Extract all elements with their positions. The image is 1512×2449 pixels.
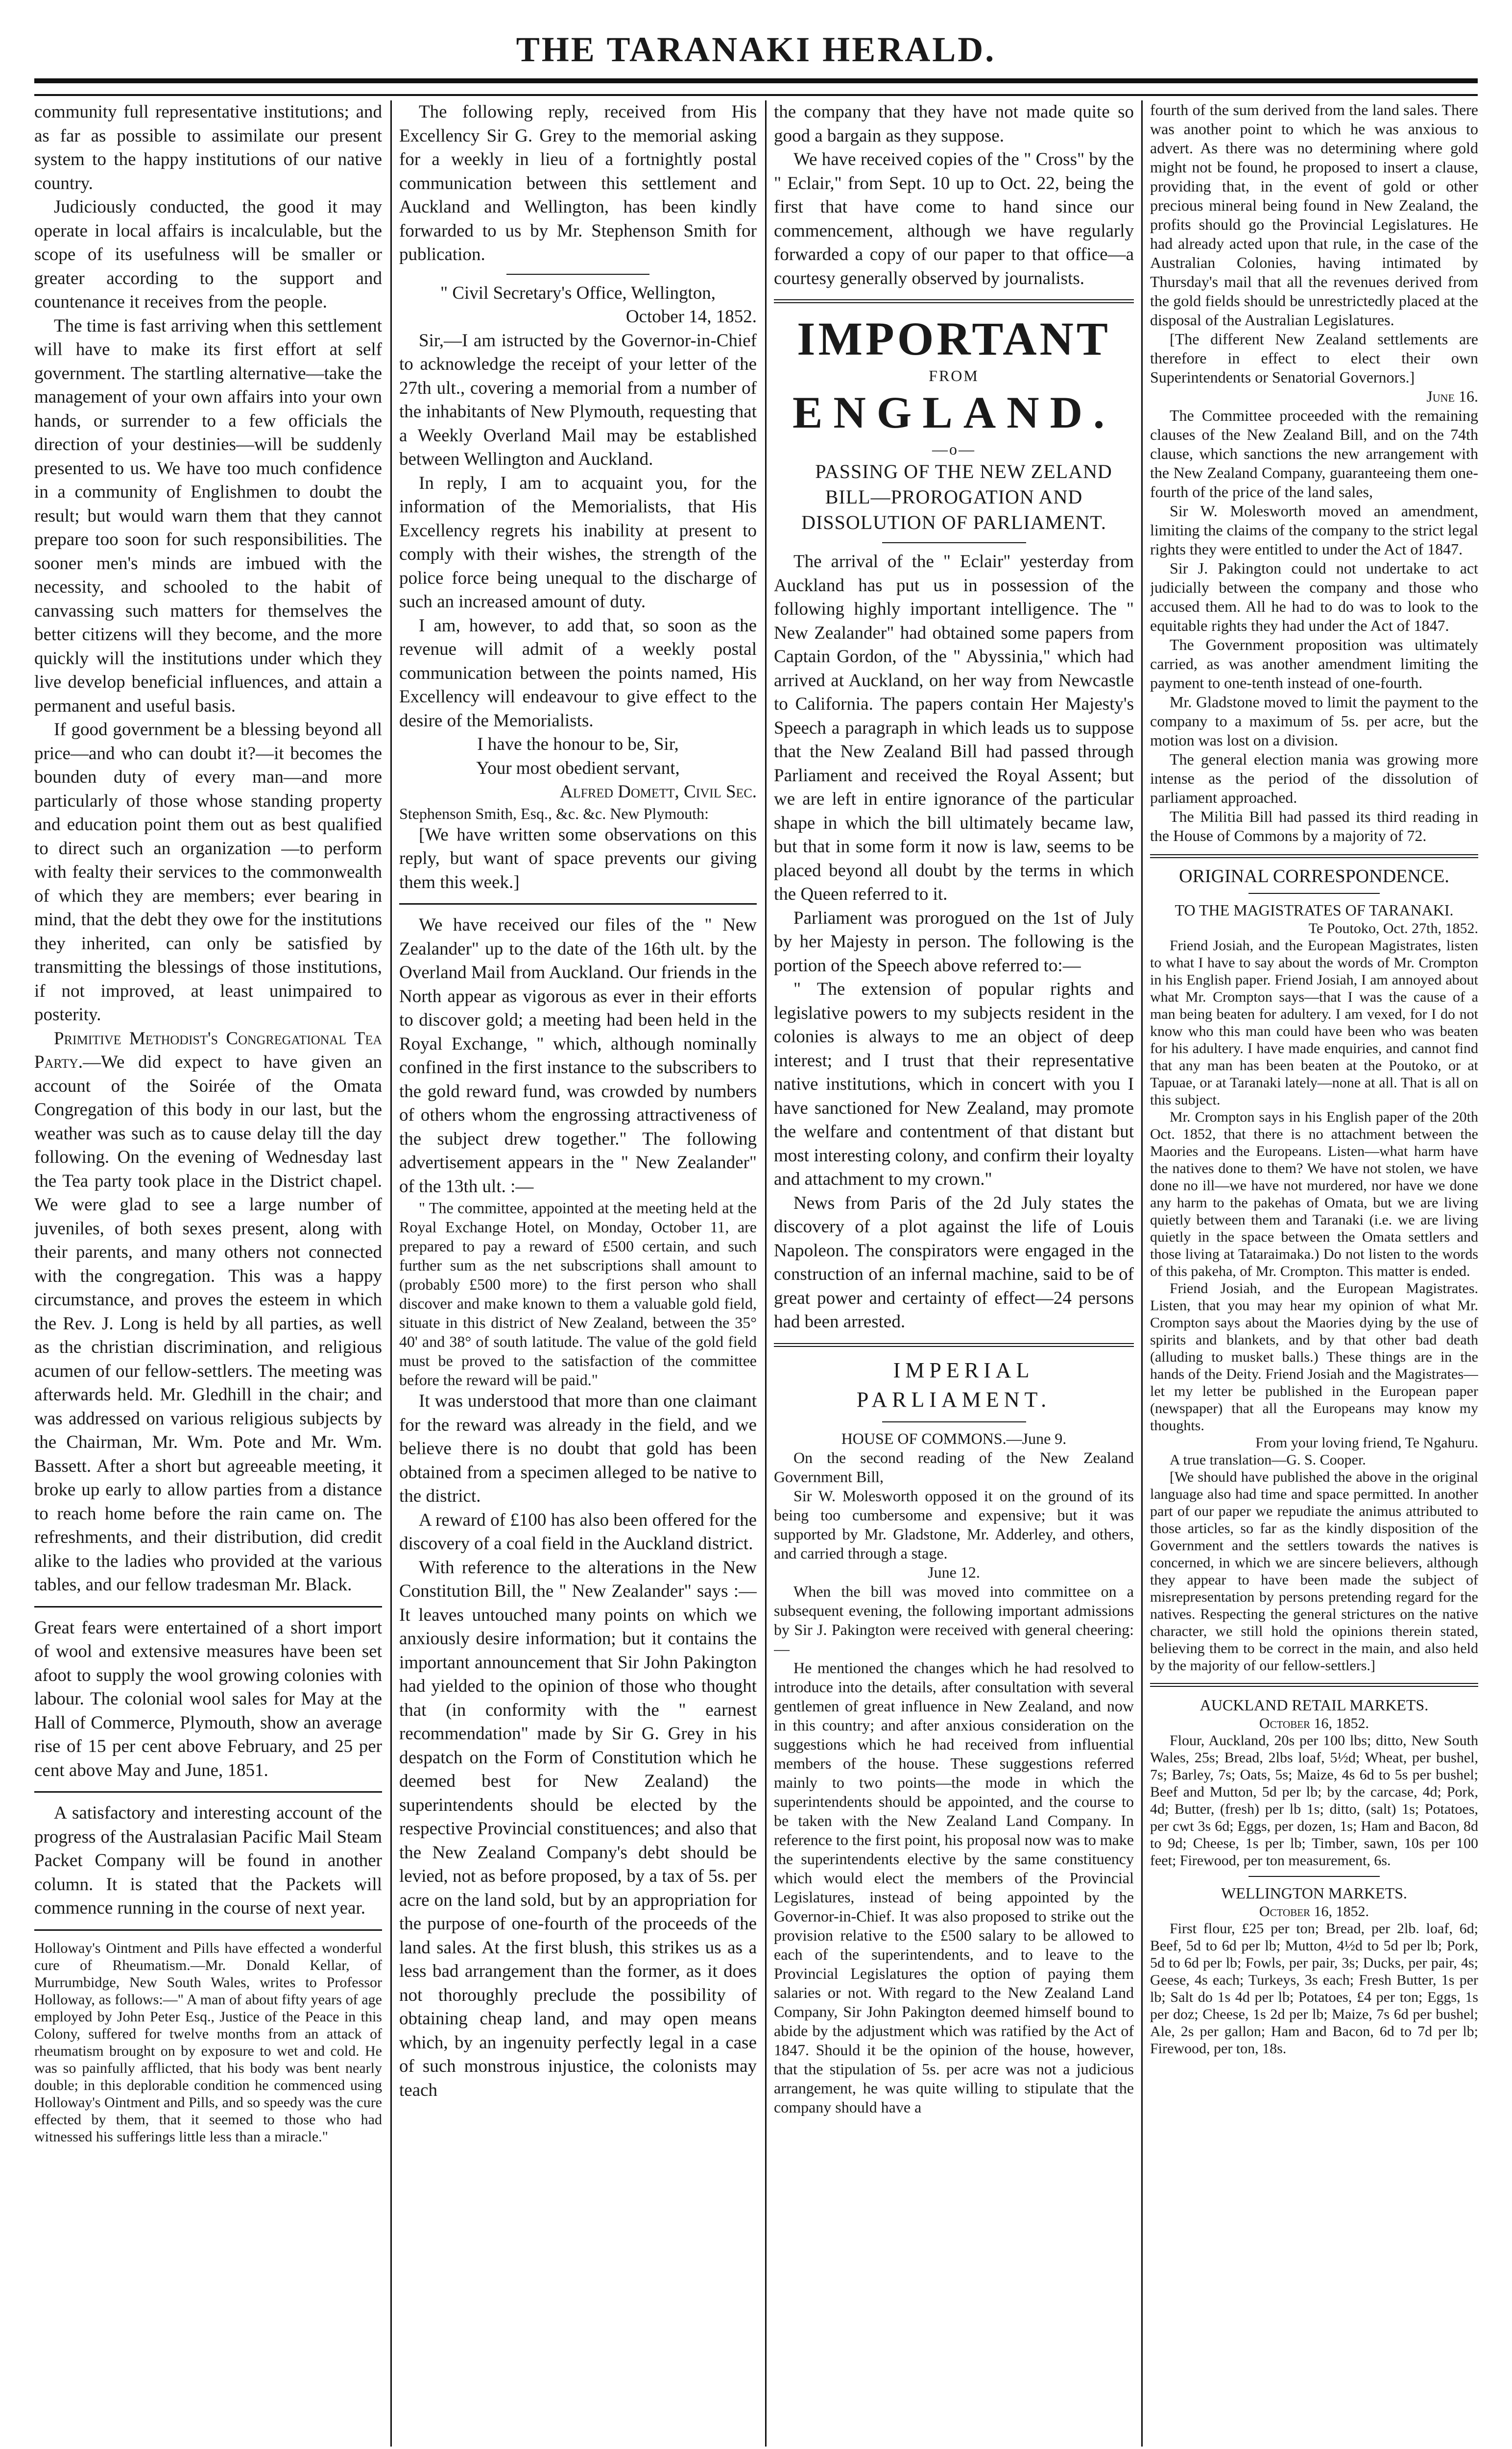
- paragraph: We have received our files of the " New Zealander" up to the date of the 16th ult. by the Overland Mail from Auckland. Our friends in the North appear as vigorous as ever in their efforts to discover gold; a meeting had been held in the Royal Exchange, " which, although nominally confined in the first instance to the subscribers to the gold reward fund, was crowded by numbers of others whom the engrossing attractiveness of the subject drew together." The following advertisement appears in the " New Zealander" of the 13th ult. :—: [399, 915, 757, 1197]
- paragraph: In reply, I am to acquaint you, for the information of the Memorialists, that His Excellency regrets his inability at present to comply with their wishes, the strength of the police force being unequal to the discharge of such an increased amount of duty.: [399, 473, 757, 612]
- paragraph: Parliament was prorogued on the 1st of July by her Majesty in person. The following is the portion of the Speech above referred to:—: [774, 908, 1134, 976]
- paragraph: I am, however, to add that, so soon as the revenue will admit of a weekly postal communication between the points named, His Excellency will endeavour to give effect to the desire of the Memorialists.: [399, 615, 757, 731]
- letter-signature: Alfred Domett, Civil Sec.: [559, 782, 757, 802]
- divider: [34, 1606, 382, 1608]
- masthead-rule: [34, 78, 1478, 96]
- letter-closing: Your most obedient servant,: [476, 758, 680, 778]
- paragraph: fourth of the sum derived from the land sales. There was another point to which he was anxious to advert. As there was no determining where gold might not be found, he proposed to insert a clause, providing that, in the event of gold or other precious mineral being found in New Zealand, the profits should go the Provincial Legislatures. He had already acted upon that rule, in the case of the Australian Colonies, having intimated by Thursday's mail that all the revenues derived from the gold fields should be unrestrictedly placed at the disposal of the Australian Legislatures.: [1150, 101, 1478, 329]
- divider: [399, 903, 757, 905]
- paragraph: He mentioned the changes which he had resolved to introduce into the details, after consultation with several gentlemen of great influence in New Zealand, and now in this country; and after anxious consideration on the suggestions which he had received from influential members of the house. These suggestions referred mainly to two points—the mode in which the superintendents should be appointed, and the course to be taken with the New Zealand Land Company. In reference to the first point, his proposal now was to make the superintendents elective by the same constituency which would elect the members of the Provincial Legislatures, instead of being appointed by the Governor-in-Chief. It was also proposed to strike out the provision relative to the £500 salary to be allowed to each of the superintendents, and to leave to the Provincial Legislatures the option of paying them salaries or not. With regard to the New Zealand Land Company, Sir John Pakington deemed himself bound to abide by the adjustment which was ratified by the Act of 1847. Should it be the opinion of the house, however, that the stipulation of 5s. per acre was not a judicious arrangement, he was quite willing to stipulate that the company should have a: [774, 1658, 1134, 2116]
- paragraph: Great fears were entertained of a short import of wool and extensive measures have been set afoot to supply the wool growing colonies with labour. The colonial wool sales for May at the Hall of Commerce, Plymouth, show an average rise of 15 per cent above February, and 25 per cent above May and June, 1851.: [34, 1617, 382, 1780]
- paragraph: The Committee proceeded with the remaining clauses of the New Zealand Bill, and on the 74th clause, which sanctions the new arrangement with the New Zealand Company, guaranteeing them one-fourth of the price of the land sales,: [1150, 407, 1478, 501]
- section-heading: AUCKLAND RETAIL MARKETS.: [1200, 1696, 1429, 1714]
- divider: [882, 1421, 1026, 1422]
- divider: [34, 1929, 382, 1931]
- paragraph: It was understood that more than one claimant for the reward was already in the field, and we believe there is no doubt that gold has been obtained from a specimen alleged to be native to the district.: [399, 1391, 757, 1506]
- article-heading: Primitive Methodist's Congregational Tea Party.: [34, 1028, 382, 1072]
- divider: [1248, 1876, 1380, 1877]
- headline-important: IMPORTANT: [797, 312, 1111, 365]
- paragraph: Sir J. Pakington could not undertake to act judicially between the company and those who accused them. All he had to do was to look to the equitable rights they had under the Act of 1847.: [1150, 559, 1478, 634]
- divider: [1150, 854, 1478, 858]
- divider: [34, 1791, 382, 1793]
- headline-england: ENGLAND.: [792, 387, 1116, 437]
- date-heading: June 12.: [928, 1563, 980, 1581]
- paragraph: A satisfactory and interesting account of the progress of the Australasian Pacific Mail Steam Packet Company will be found in another column. It is stated that the Packets will commence running in the course of next year.: [34, 1803, 382, 1918]
- paragraph: On the second reading of the New Zealand Government Bill,: [774, 1448, 1134, 1486]
- column-4: [1150, 100, 1478, 2449]
- column-separator: [765, 100, 767, 2447]
- divider: [506, 274, 649, 275]
- date-heading: October 16, 1852.: [1259, 1715, 1369, 1731]
- letter-date: Te Poutoko, Oct. 27th, 1852.: [1308, 920, 1478, 936]
- article-tea-party: [34, 1027, 382, 1597]
- paragraph: The arrival of the " Eclair" yesterday from Auckland has put us in possession of the following highly important intelligence. The " New Zealander" had obtained some papers from Captain Gordon, of the " Abyssinia," which had arrived at Auckland, on her way from Newcastle to California. The papers contain Her Majesty's Speech a paragraph in which leads us to suppose that the New Zealand Bill had passed through Parliament and received the Royal Assent; but we are left in entire ignorance of the particular shape in which the bill ultimately became law, but that in some form it now is law, seems to be placed beyond all doubt by the terms in which the Queen referred to it.: [774, 552, 1134, 904]
- paragraph: Friend Josiah, and the European Magistrates. Listen, that you may hear my opinion of what Mr. Crompton says about the Maories dying by the use of spirits and blankets, and by that other bad death (alluding to musket balls.) These things are in the hands of the Deity. Friend Josiah and the Magistrates—let my letter be published in the European paper (newspaper) that all the Europeans may know my thoughts.: [1150, 1280, 1478, 1434]
- article-body: —We did expect to have given an account of the Soirée of the Omata Congregation of this body in our last, but the weather was such as to cause delay till the day following. On the evening of Wednesday last the Tea party took place in the District chapel. We were glad to see a large number of juveniles, of both sexes present, along with their parents, and many others not connected with the congregation. This was a happy circumstance, and proves the esteem in which the Rev. J. Long is held by all parties, as well as the christian discrimination, and religious acumen of our fellow-settlers. The meeting was afterwards held. Mr. Gledhill in the chair; and was addressed on various religious subjects by the Chairman, Mr. Wm. Pote and Mr. Wm. Bassett. After a short but agreeable meeting, it broke up early to allow parties from a distance to reach home before the rain came on. The refreshments, and their distribution, did credit alike to the ladies who provided at the various tables, and our fellow tradesman Mr. Black.: [34, 1052, 382, 1595]
- letter-address: " Civil Secretary's Office, Wellington,: [440, 283, 716, 303]
- sub-heading: HOUSE OF COMMONS.—June 9.: [841, 1429, 1067, 1447]
- paragraph: The Militia Bill had passed its third reading in the House of Commons by a majority of 72.: [1150, 808, 1478, 844]
- editor-note: [We have written some observations on this reply, but want of space prevents our giving them this week.]: [399, 824, 757, 892]
- divider: [1248, 893, 1380, 894]
- market-prices: Flour, Auckland, 20s per 100 lbs; ditto, New South Wales, 25s; Bread, 2lbs loaf, 5½d; Wheat, per bushel, 7s; Barley, 7s; Oats, 5s; Maize, 4s 6d to 5s per bushel; Beef and Mutton, 5d per lb; by the carcase, 4d; Pork, 4d; Butter, (fresh) per lb 1s; ditto, (salt) 1s; Potatoes, per cwt 3s 6d; Eggs, per dozen, 1s; Ham and Bacon, 8d to 9d; Cheese, 1s per lb; Timber, sawn, 10s per 100 feet; Firewood, per ton measurement, 6s.: [1150, 1732, 1478, 1869]
- paragraph: the company that they have not made quite so good a bargain as they suppose.: [774, 102, 1134, 146]
- paragraph: When the bill was moved into committee on a subsequent evening, the following important admissions by Sir J. Pakington were received with general cheering:—: [774, 1582, 1134, 1657]
- ornament: —o—: [932, 440, 976, 458]
- market-prices: First flour, £25 per ton; Bread, per 2lb. loaf, 6d; Beef, 5d to 6d per lb; Mutton, 4½d to 5d per lb; Pork, 5d to 6d per lb; Fowls, per pair, 3s; Ducks, per pair, 4s; Geese, 4s each; Turkeys, 3s each; Fresh Butter, 1s per lb; Salt do 1s 4d per lb; Potatoes, £4 per ton; Eggs, 1s per doz; Cheese, 1s 2d per lb; Maize, 7s 6d per bushel; Ale, 2s per gallon; Ham and Bacon, 6d to 7d per lb; Firewood, per ton, 18s.: [1150, 1921, 1478, 2057]
- translation-credit: A true translation—G. S. Cooper.: [1170, 1452, 1366, 1468]
- paragraph: The time is fast arriving when this settlement will have to make its first effort at self government. The startling alternative—take the management of your own affairs into your own hands, or surrender to a few officials the direction of your destinies—will be suddenly presented to us. We have too much confidence in a community of Englishmen to doubt the result; but would warn them that they cannot prepare too soon for such responsibilities. The sooner men's minds are imbued with the necessity, and schooled to the habit of canvassing such matters for themselves the better citizens will they become, and the more quickly will the institutions under which they live develop beneficial influences, and attain a permanent and useful basis.: [34, 315, 382, 716]
- paragraph: Sir W. Molesworth moved an amendment, limiting the claims of the company to the strict legal rights they were entitled to under the Act of 1847.: [1150, 502, 1478, 558]
- paragraph: A reward of £100 has also been offered for the discovery of a coal field in the Auckland district.: [399, 1510, 757, 1554]
- editor-note: [The different New Zealand settlements are therefore in effect to elect their own Superintendents or Senatorial Governors.]: [1150, 330, 1478, 386]
- paragraph: The Government proposition was ultimately carried, as was another amendment limiting the payment to one-tenth instead of one-fourth.: [1150, 636, 1478, 692]
- divider: [882, 542, 1026, 543]
- column-1: [34, 100, 382, 2449]
- newspaper-masthead: THE TARANAKI HERALD.: [516, 30, 996, 69]
- paragraph: News from Paris of the 2d July states the discovery of a plot against the life of Louis Napoleon. The conspirators were engaged in the construction of an infernal machine, said to be of great power and certainty of effect—24 persons had been arrested.: [774, 1193, 1134, 1332]
- section-heading: WELLINGTON MARKETS.: [1221, 1884, 1407, 1902]
- divider: [774, 1343, 1134, 1347]
- letter-signature: From your loving friend, Te Ngahuru.: [1255, 1435, 1478, 1451]
- paragraph: The general election mania was growing more intense as the period of the dissolution of parliament approached.: [1150, 750, 1478, 806]
- section-heading: IMPERIAL PARLIAMENT.: [856, 1358, 1052, 1412]
- speech-quote: " The extension of popular rights and legislative powers to my subjects resident in the colonies is always to me an object of deep interest; and I trust that their representative native institutions, which in concert with you I have sanctioned for New Zealand, may promote the welfare and contentment of that distant but most interesting colony, and confirm their loyalty and attachment to my crown.": [774, 979, 1134, 1189]
- date-heading: June 16.: [1426, 387, 1478, 405]
- paragraph: Sir,—I am istructed by the Governor-in-Chief to acknowledge the receipt of your letter of the 27th ult., covering a memorial from a number of the inhabitants of New Plymouth, requesting that a Weekly Overland Mail may be established between Wellington and Auckland.: [399, 330, 757, 469]
- advertisement-quote: " The committee, appointed at the meeting held at the Royal Exchange Hotel, on Monday, October 11, are prepared to pay a reward of £500 certain, and such further sum as the net subscriptions shall amount to (probably £500 more) to the first person who shall discover and make known to them a valuable gold field, situate in this district of New Zealand, between the 35° 40' and 38° of south latitude. The value of the gold field must be proved to the satisfaction of the committee before the reward will be paid.": [399, 1199, 757, 1389]
- section-heading: PASSING OF THE NEW ZELAND BILL—PROROGATION AND DISSOLUTION OF PARLIAMENT.: [801, 460, 1112, 533]
- divider: [774, 299, 1134, 303]
- column-separator: [1141, 100, 1143, 2447]
- letter-closing: I have the honour to be, Sir,: [477, 734, 679, 754]
- letter-date: October 14, 1852.: [625, 307, 757, 327]
- editor-note: [We should have published the above in the original language also had time and space permitted. In another part of our paper we repudiate the animus attributed to those articles, so far as the kindly disposition of the Government and the settlers towards the natives is concerned, in which we are sincere believers, although they appear to have been made the subject of misrepresentation by persons pretending regard for the natives. Respecting the general strictures on the native character, we still hold the opinions therein stated, believing them to be correct in the main, and also held by the majority of our fellow-settlers.]: [1150, 1469, 1478, 1674]
- divider: [1150, 1683, 1478, 1687]
- section-heading: ORIGINAL CORRESPONDENCE.: [1179, 866, 1449, 887]
- paragraph: Friend Josiah, and the European Magistrates, listen to what I have to say about the words of Mr. Crompton in his English paper. Friend Josiah, I am annoyed about what Mr. Crompton says—that I was the cause of a man being beaten for adultery. I am vexed, for I do not know who this man could have been who was beaten for his adultery. I have made enquiries, and cannot find that any man has been beaten at the Poutoko, or at Tapuae, or at Taranaki lately—none at all. That is all on this subject.: [1150, 937, 1478, 1108]
- headline-from: FROM: [929, 367, 979, 384]
- paragraph: Sir W. Molesworth opposed it on the ground of its being too cumbersome and expensive; but it was supported by Mr. Gladstone, Mr. Adderley, and others, and carried through a stage.: [774, 1487, 1134, 1562]
- paragraph: We have received copies of the " Cross" by the " Eclair," from Sept. 10 up to Oct. 22, being the first that have come to hand since our commencement, although we have regularly forwarded a copy of our paper to that office—a courtesy generally observed by journalists.: [774, 149, 1134, 288]
- paragraph: Mr. Crompton says in his English paper of the 20th Oct. 1852, that there is no attachment between the Maories and the Europeans. Listen—what harm have the natives done to them? We have not stolen, we have done no ill—we have not murdered, nor have we done any harm to the pakehas of Omata, but we are living quietly between them and Taranaki (i.e. we are living quietly in the space between the Omata settlers and those living at Tataraimaka.) Do not listen to the words of this pakeha, of Mr. Crompton. This matter is ended.: [1150, 1109, 1478, 1279]
- advertisement: Holloway's Ointment and Pills have effected a wonderful cure of Rheumatism.—Mr. Donald Kellar, of Murrumbidge, New South Wales, writes to Professor Holloway, as follows:—" A man of about fifty years of age employed by John Peter Esq., Justice of the Peace in this Colony, suffered for twelve months from an attack of rheumatism brought on by exposure to wet and cold. He was so painfully afflicted, that his body was bent nearly double; in this deplorable condition he commenced using Holloway's Ointment and Pills, and so speedy was the cure effected by them, that it seemed to those who had witnessed his sufferings little less than a miracle.": [34, 1940, 382, 2145]
- letter-recipient: Stephenson Smith, Esq., &c. &c. New Plymouth:: [399, 804, 709, 822]
- sub-heading: TO THE MAGISTRATES OF TARANAKI.: [1175, 901, 1454, 919]
- paragraph: The following reply, received from His Excellency Sir G. Grey to the memorial asking for a weekly in lieu of a fortnightly postal communication between this settlement and Auckland and Wellington, has been kindly forwarded to us by Mr. Stephenson Smith for publication.: [399, 102, 757, 264]
- paragraph: With reference to the alterations in the New Constitution Bill, the " New Zealander" says :—It leaves untouched many points on which we anxiously desire information; but it contains the important announcement that Sir John Pakington had yielded to the opinion of those who thought that (in conformity with the " earnest recommendation" made by Sir G. Grey in his despatch on the Form of Constitution which he deemed best for New Zealand) the superintendents should be elected by the respective Provincial constituences; and also that the New Zealand Company's debt should be levied, not as before proposed, by a tax of 5s. per acre on the land sold, but by an appropriation for the purpose of one-fourth of the proceeds of the land sales. At the first blush, this strikes us as a less bad arrangement than the former, as it does not thoroughly preclude the possibility of obtaining cheap land, and may open means which, by an ingenuity perfectly legal in a case of such monstrous injustice, the colonists may teach: [399, 1557, 757, 2100]
- paragraph: Judiciously conducted, the good it may operate in local affairs is incalculable, but the scope of its usefulness will be smaller or greater according to the support and countenance it receives from the people.: [34, 197, 382, 312]
- column-2: [399, 100, 757, 2449]
- column-separator: [390, 100, 392, 2447]
- column-3: [774, 100, 1134, 2449]
- paragraph: community full representative institutions; and as far as possible to assimilate our present system to the happy institutions of our native country.: [34, 102, 382, 193]
- paragraph: If good government be a blessing beyond all price—and who can doubt it?—it becomes the bounden duty of every man—and more particularly of those whose standing property and education point them out as best qualified to direct such an organization —to perform with fealty their services to the commonwealth of which they are members; ever bearing in mind, that the debt they owe for the institutions they inherited, can only be satisfied by transmitting the blessings of those institutions, if not improved, at least unimpaired to posterity.: [34, 720, 382, 1025]
- date-heading: October 16, 1852.: [1259, 1903, 1369, 1920]
- paragraph: Mr. Gladstone moved to limit the payment to the company to a maximum of 5s. per acre, but the motion was lost on a division.: [1150, 693, 1478, 749]
